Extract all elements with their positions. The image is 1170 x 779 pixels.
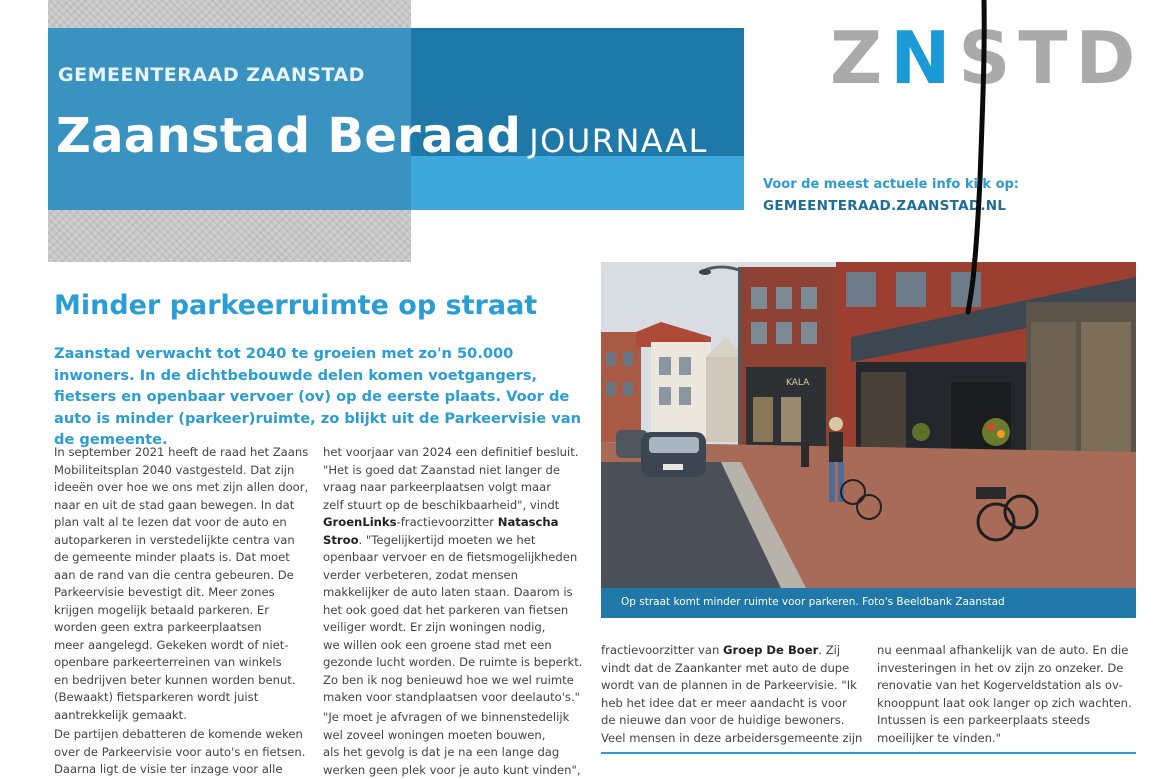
text-line: wordt van de plannen in de Parkeervisie. "Ik [601,677,862,695]
logo-std: STD [958,16,1143,100]
journal-title [56,108,708,164]
text-line: aan de rand van die centra gebeuren. De [54,567,308,585]
text-line: knooppunt laat ook langer op zich wachten. [877,695,1132,713]
article-column-1-continued [54,726,305,779]
text-line: "Het is goed dat Zaanstad niet langer de [323,462,582,480]
journal-title-light: JOURNAAL [529,122,708,160]
text-line: werken geen plek voor je auto kunt vinden", [323,762,581,779]
text-span: . Zij [818,643,840,657]
text-line: Zo ben ik nog benieuwd hoe we wel ruimte [323,672,582,690]
text-line: en bedrijven beter kunnen worden benut. [54,672,308,690]
journal-title-bold: Zaanstad Beraad [56,108,521,164]
party-name: Groep De Boer [723,643,818,657]
article-column-4 [877,642,1132,747]
text-line: worden geen extra parkeerplaatsen [54,619,308,637]
text-line: Intussen is een parkeerplaats steeds [877,712,1132,730]
text-line: als het gevolg is dat je na een lange dag [323,744,581,762]
logo-n: N [890,16,958,100]
text-line: gezonde lucht worden. De ruimte is beperkt. [323,654,582,672]
text-line [601,642,862,660]
text-line: openbare parkeerterreinen van winkels [54,654,308,672]
person-name: Natascha [498,515,559,529]
article-column-3 [601,642,862,747]
text-line: Parkeervisie bevestigt dit. Meer zones [54,584,308,602]
text-line: makkelijker de auto laten staan. Daarom is [323,584,582,602]
logo-z: Z [830,16,890,100]
article-lead: Zaanstad verwacht tot 2040 te groeien met zo'n 50.000 inwoners. In de dichtbebouwde delen komen voetgangers, fietsers en openbaar vervoer (ov) op de eerste plaats. Voor de auto is minder (parkeer)ruimte, zo blijkt uit de Parkeervisie van de gemeente. [54,343,594,451]
text-line: vraag naar parkeerplaatsen volgt maar [323,479,582,497]
text-line: In september 2021 heeft de raad het Zaans [54,444,308,462]
text-line: het ook goed dat het parkeren van fietsen [323,602,582,620]
text-line: we willen ook een groene stad met een [323,637,582,655]
text-line: de nieuwe dan voor de huidige bewoners. [601,712,862,730]
shop-sign: KALA [786,378,810,388]
text-line: over de Parkeervisie voor auto's en fietsen. [54,744,305,762]
text-line: De partijen debatteren de komende weken [54,726,305,744]
text-line: Mobiliteitsplan 2040 vastgesteld. Dat zijn [54,462,308,480]
article-headline: Minder parkeerruimte op straat [54,290,537,321]
text-line: renovatie van het Kogerveldstation als ov- [877,677,1132,695]
person-name: Stroo [323,533,359,547]
text-line: (Bewaakt) fietsparkeren wordt juist [54,689,308,707]
pen-mark [940,0,1020,330]
section-divider [601,752,1136,754]
text-line: plan valt al te lezen dat voor de auto en [54,514,308,532]
text-span: . "Tegelijkertijd moeten we het [359,533,536,547]
text-line: vindt dat de Zaankanter met auto de dupe [601,660,862,678]
article-column-1 [54,444,308,724]
text-line: meer aangelegd. Gekeken wordt of niet- [54,637,308,655]
article-column-2 [323,444,582,707]
website-link[interactable]: GEMEENTERAAD.ZAANSTAD.NL [763,198,1006,214]
text-line: de gemeente minder plaats is. Dat moet [54,549,308,567]
text-line: autoparkeren in verstedelijkte centra van [54,532,308,550]
text-line: het voorjaar van 2024 een definitief besluit. [323,444,582,462]
info-text: Voor de meest actuele info kijk op: [763,177,1019,192]
text-line: aantrekkelijk gemaakt. [54,707,308,725]
text-line: naar en uit de stad gaan bewegen. In dat [54,497,308,515]
text-line: wel zoveel woningen moeten bouwen, [323,727,581,745]
photo-caption: Op straat komt minder ruimte voor parkeren. Foto's Beeldbank Zaanstad [621,596,1005,608]
text-line: Veel mensen in deze arbeidersgemeente zijn [601,730,862,748]
text-line: moeilijker te vinden." [877,730,1132,748]
text-line [323,514,582,532]
text-line: zelf stuurt op de beschikbaarheid", vindt [323,497,582,515]
text-span: -fractievoorzitter [397,515,498,529]
text-line: veiliger wordt. Er zijn woningen nodig, [323,619,582,637]
text-line: ideeën over hoe we ons met zijn allen door, [54,479,308,497]
text-line: nu eenmaal afhankelijk van de auto. En die [877,642,1132,660]
article-column-2-continued [323,709,581,779]
text-line: investeringen in het ov zijn zo onzeker. De [877,660,1132,678]
text-line: verder verbeteren, zodat mensen [323,567,582,585]
text-line: maken voor standplaatsen voor deelauto's." [323,689,582,707]
header-band-cyan [411,156,744,210]
text-line: heb het idee dat er meer aandacht is voor [601,695,862,713]
header-kicker: GEMEENTERAAD ZAANSTAD [58,64,365,86]
street-photo [601,262,1136,588]
text-line: openbaar vervoer en de fietsmogelijkheden [323,549,582,567]
text-line: Daarna ligt de visie ter inzage voor alle [54,761,305,779]
text-line: "Je moet je afvragen of we binnenstedelijk [323,709,581,727]
party-name: GroenLinks [323,515,397,529]
text-span: fractievoorzitter van [601,643,723,657]
text-line [323,532,582,550]
text-line: krijgen mogelijk betaald parkeren. Er [54,602,308,620]
